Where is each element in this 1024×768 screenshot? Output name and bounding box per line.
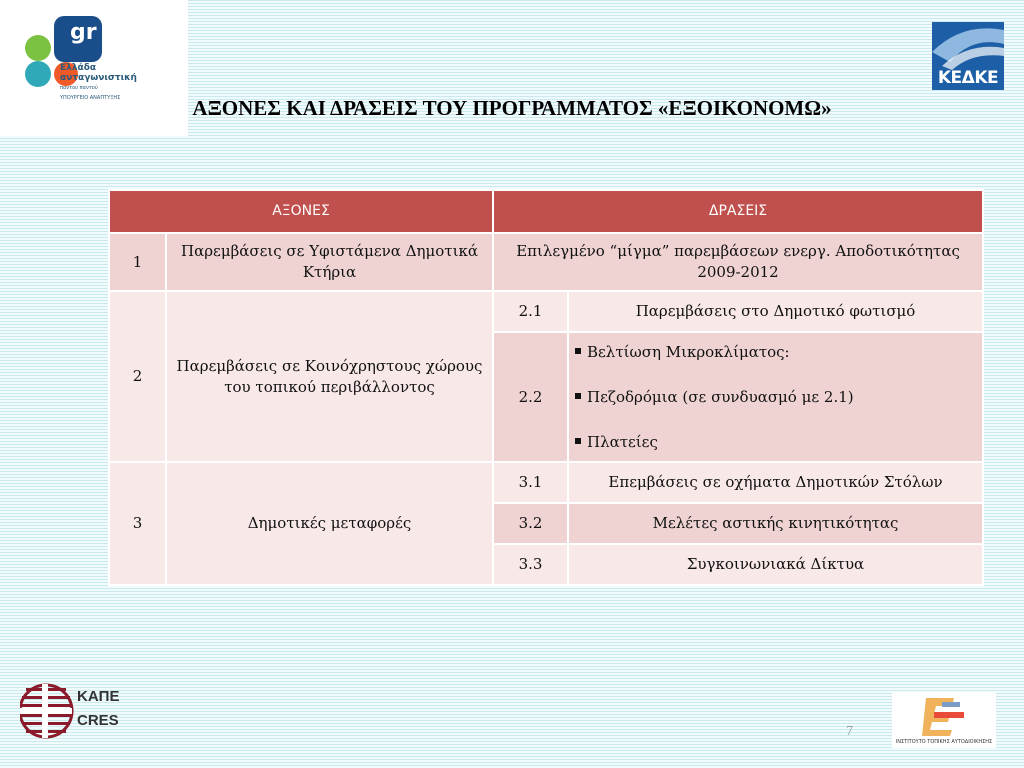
kedke-logo-text: ΚΕΔΚΕ (937, 68, 999, 88)
local-government-institute-logo (892, 692, 996, 748)
kedke-logo (932, 22, 1004, 90)
table-header-row (109, 190, 983, 233)
greece-logo-gr: gr (70, 20, 97, 45)
bullet-text: Πεζοδρόμια (σε συνδυασμό με 2.1) (587, 387, 854, 406)
action-bullet-list (568, 332, 983, 462)
bullet-text: Βελτίωση Μικροκλίματος: (587, 342, 790, 361)
action-code: 3.3 (493, 544, 568, 585)
action-text: Παρεμβάσεις στο Δημοτικό φωτισμό (568, 291, 983, 332)
kape-logo-line1: ΚΑΠΕ (77, 688, 120, 705)
axis-label: Παρεμβάσεις σε Κοινόχρηστους χώρους του τοπικού περιβάλλοντος (166, 291, 493, 462)
bullet-item (575, 387, 976, 408)
action-text: Επιλεγμένο “μίγμα” παρεμβάσεων ενεργ. Αποδοτικότητας 2009-2012 (493, 233, 983, 291)
axis-label: Δημοτικές μεταφορές (166, 462, 493, 585)
action-code: 2.1 (493, 291, 568, 332)
bullet-item (575, 432, 976, 453)
bullet-square-icon (575, 393, 581, 399)
slide-title: ΑΞΟΝΕΣ ΚΑΙ ΔΡΑΣΕΙΣ ΤΟΥ ΠΡΟΓΡΑΜΜΑΤΟΣ «ΕΞΟΙΚΟΝΟΜΩ» (192, 96, 832, 120)
axis-label: Παρεμβάσεις σε Υφιστάμενα Δημοτικά Κτήρια (166, 233, 493, 291)
bullet-square-icon (575, 438, 581, 444)
greece-logo-line1: Ελλάδα (60, 63, 97, 73)
bullet-item (575, 342, 976, 363)
table-row (109, 233, 983, 291)
kape-logo-mark (20, 676, 76, 746)
action-text: Συγκοινωνιακά Δίκτυα (568, 544, 983, 585)
table-row (109, 291, 983, 332)
bullet-text: Πλατείες (587, 432, 658, 451)
institute-logo-mark (892, 692, 996, 738)
kape-logo-line2: CRES (77, 712, 119, 729)
institute-logo-caption: ΙΝΣΤΙΤΟΥΤΟ ΤΟΠΙΚΗΣ ΑΥΤΟΔΙΟΙΚΗΣΗΣ (895, 739, 993, 745)
axis-number: 1 (109, 233, 166, 291)
header-actions: ΔΡΑΣΕΙΣ (493, 190, 983, 233)
action-code: 3.2 (493, 503, 568, 544)
header-axes: ΑΞΟΝΕΣ (109, 190, 493, 233)
axis-number: 2 (109, 291, 166, 462)
table-row (109, 462, 983, 503)
page-number: 7 (846, 724, 853, 739)
greece-logo-line3: παντού παντού (60, 85, 98, 91)
action-code: 3.1 (493, 462, 568, 503)
bullet-square-icon (575, 348, 581, 354)
action-code: 2.2 (493, 332, 568, 462)
greece-logo-line4: ΥΠΟΥΡΓΕΙΟ ΑΝΑΠΤΥΞΗΣ (60, 95, 121, 101)
axis-number: 3 (109, 462, 166, 585)
kape-cres-logo (20, 676, 120, 746)
action-text: Μελέτες αστικής κινητικότητας (568, 503, 983, 544)
axes-actions-table (108, 189, 984, 586)
greece-logo-line2: ανταγωνιστική (60, 73, 137, 83)
action-text: Επεμβάσεις σε οχήματα Δημοτικών Στόλων (568, 462, 983, 503)
